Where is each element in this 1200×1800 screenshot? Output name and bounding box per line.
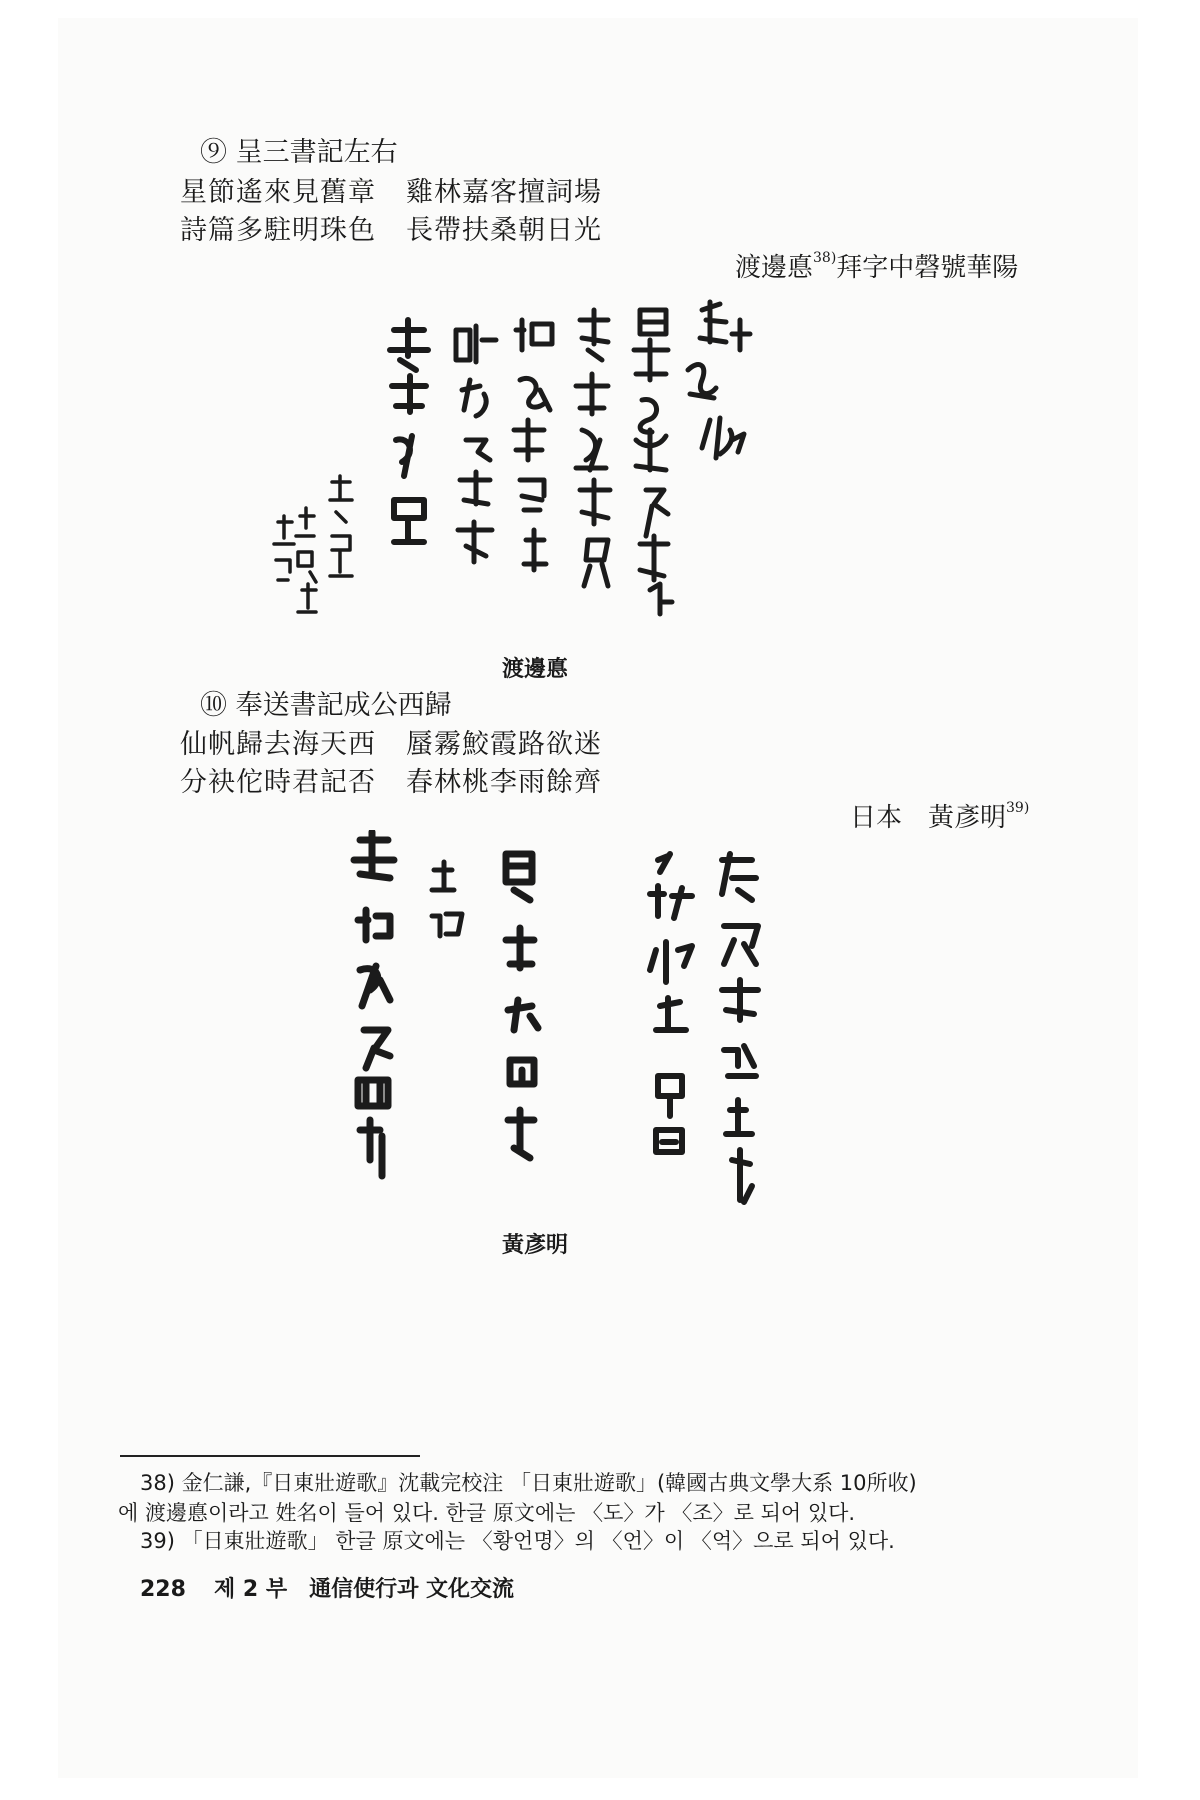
poem-9-line-2a: 詩篇多駐明珠色 [180, 215, 376, 246]
section-title: 通信使行과 文化交流 [309, 1577, 514, 1602]
poem-9-line-2b: 長帶扶桑朝日光 [406, 215, 602, 246]
poem-9-line-1a: 星節遙來見舊章 [180, 177, 376, 208]
part-label: 제 2 부 [213, 1577, 288, 1602]
poem-10-line-1b: 蜃霧鮫霞路欲迷 [406, 729, 602, 760]
poem-10-line-2 [180, 760, 602, 799]
footnote-39: 39) 「日東壯遊歌」 한글 原文에는 〈황언명〉의 〈언〉이 〈억〉으로 되어 있다. [140, 1529, 895, 1553]
poem-10-line-1a: 仙帆歸去海天西 [180, 729, 376, 760]
poem-9-author: 渡邊悳 [735, 253, 814, 283]
poem-9-author-detail: 拜字中磬號華陽 [836, 253, 1019, 283]
footnote-divider [120, 1455, 420, 1457]
poem-9-line-1 [180, 170, 602, 209]
footnote-ref-39: 39) [1006, 800, 1030, 817]
poem-9-attribution [735, 247, 1018, 284]
poem-10-attribution [850, 797, 1029, 834]
poem-10-line-2b: 春林桃李雨餘齊 [406, 767, 602, 798]
poem-10-line-2a: 分袂佗時君記否 [180, 767, 376, 798]
page-footer [140, 1572, 514, 1603]
calligraphy-9-caption: 渡邊悳 [502, 657, 569, 682]
footnote-38-line-2: 에 渡邊悳이라고 姓名이 들어 있다. 한글 原文에는 〈도〉가 〈조〉로 되어 있다. [118, 1501, 856, 1525]
calligraphy-image-9 [270, 290, 850, 650]
poem-10-line-1 [180, 722, 602, 761]
poem-10-title: ⑩ 奉送書記成公西歸 [200, 690, 452, 721]
poem-9-title: ⑨ 呈三書記左右 [200, 137, 398, 168]
poem-10-author: 日本 黃彥明 [850, 803, 1007, 833]
page-number: 228 [140, 1577, 186, 1602]
poem-9-line-2 [180, 208, 602, 247]
calligraphy-10-caption: 黃彥明 [502, 1233, 569, 1258]
footnote-ref-38: 38) [813, 250, 837, 267]
calligraphy-image-10 [320, 830, 800, 1220]
poem-9-line-1b: 雞林嘉客擅詞場 [406, 177, 602, 208]
footnote-38-line-1: 38) 金仁謙,『日東壯遊歌』沈載完校注 「日東壯遊歌」(韓國古典文學大系 10所收) [140, 1471, 917, 1495]
